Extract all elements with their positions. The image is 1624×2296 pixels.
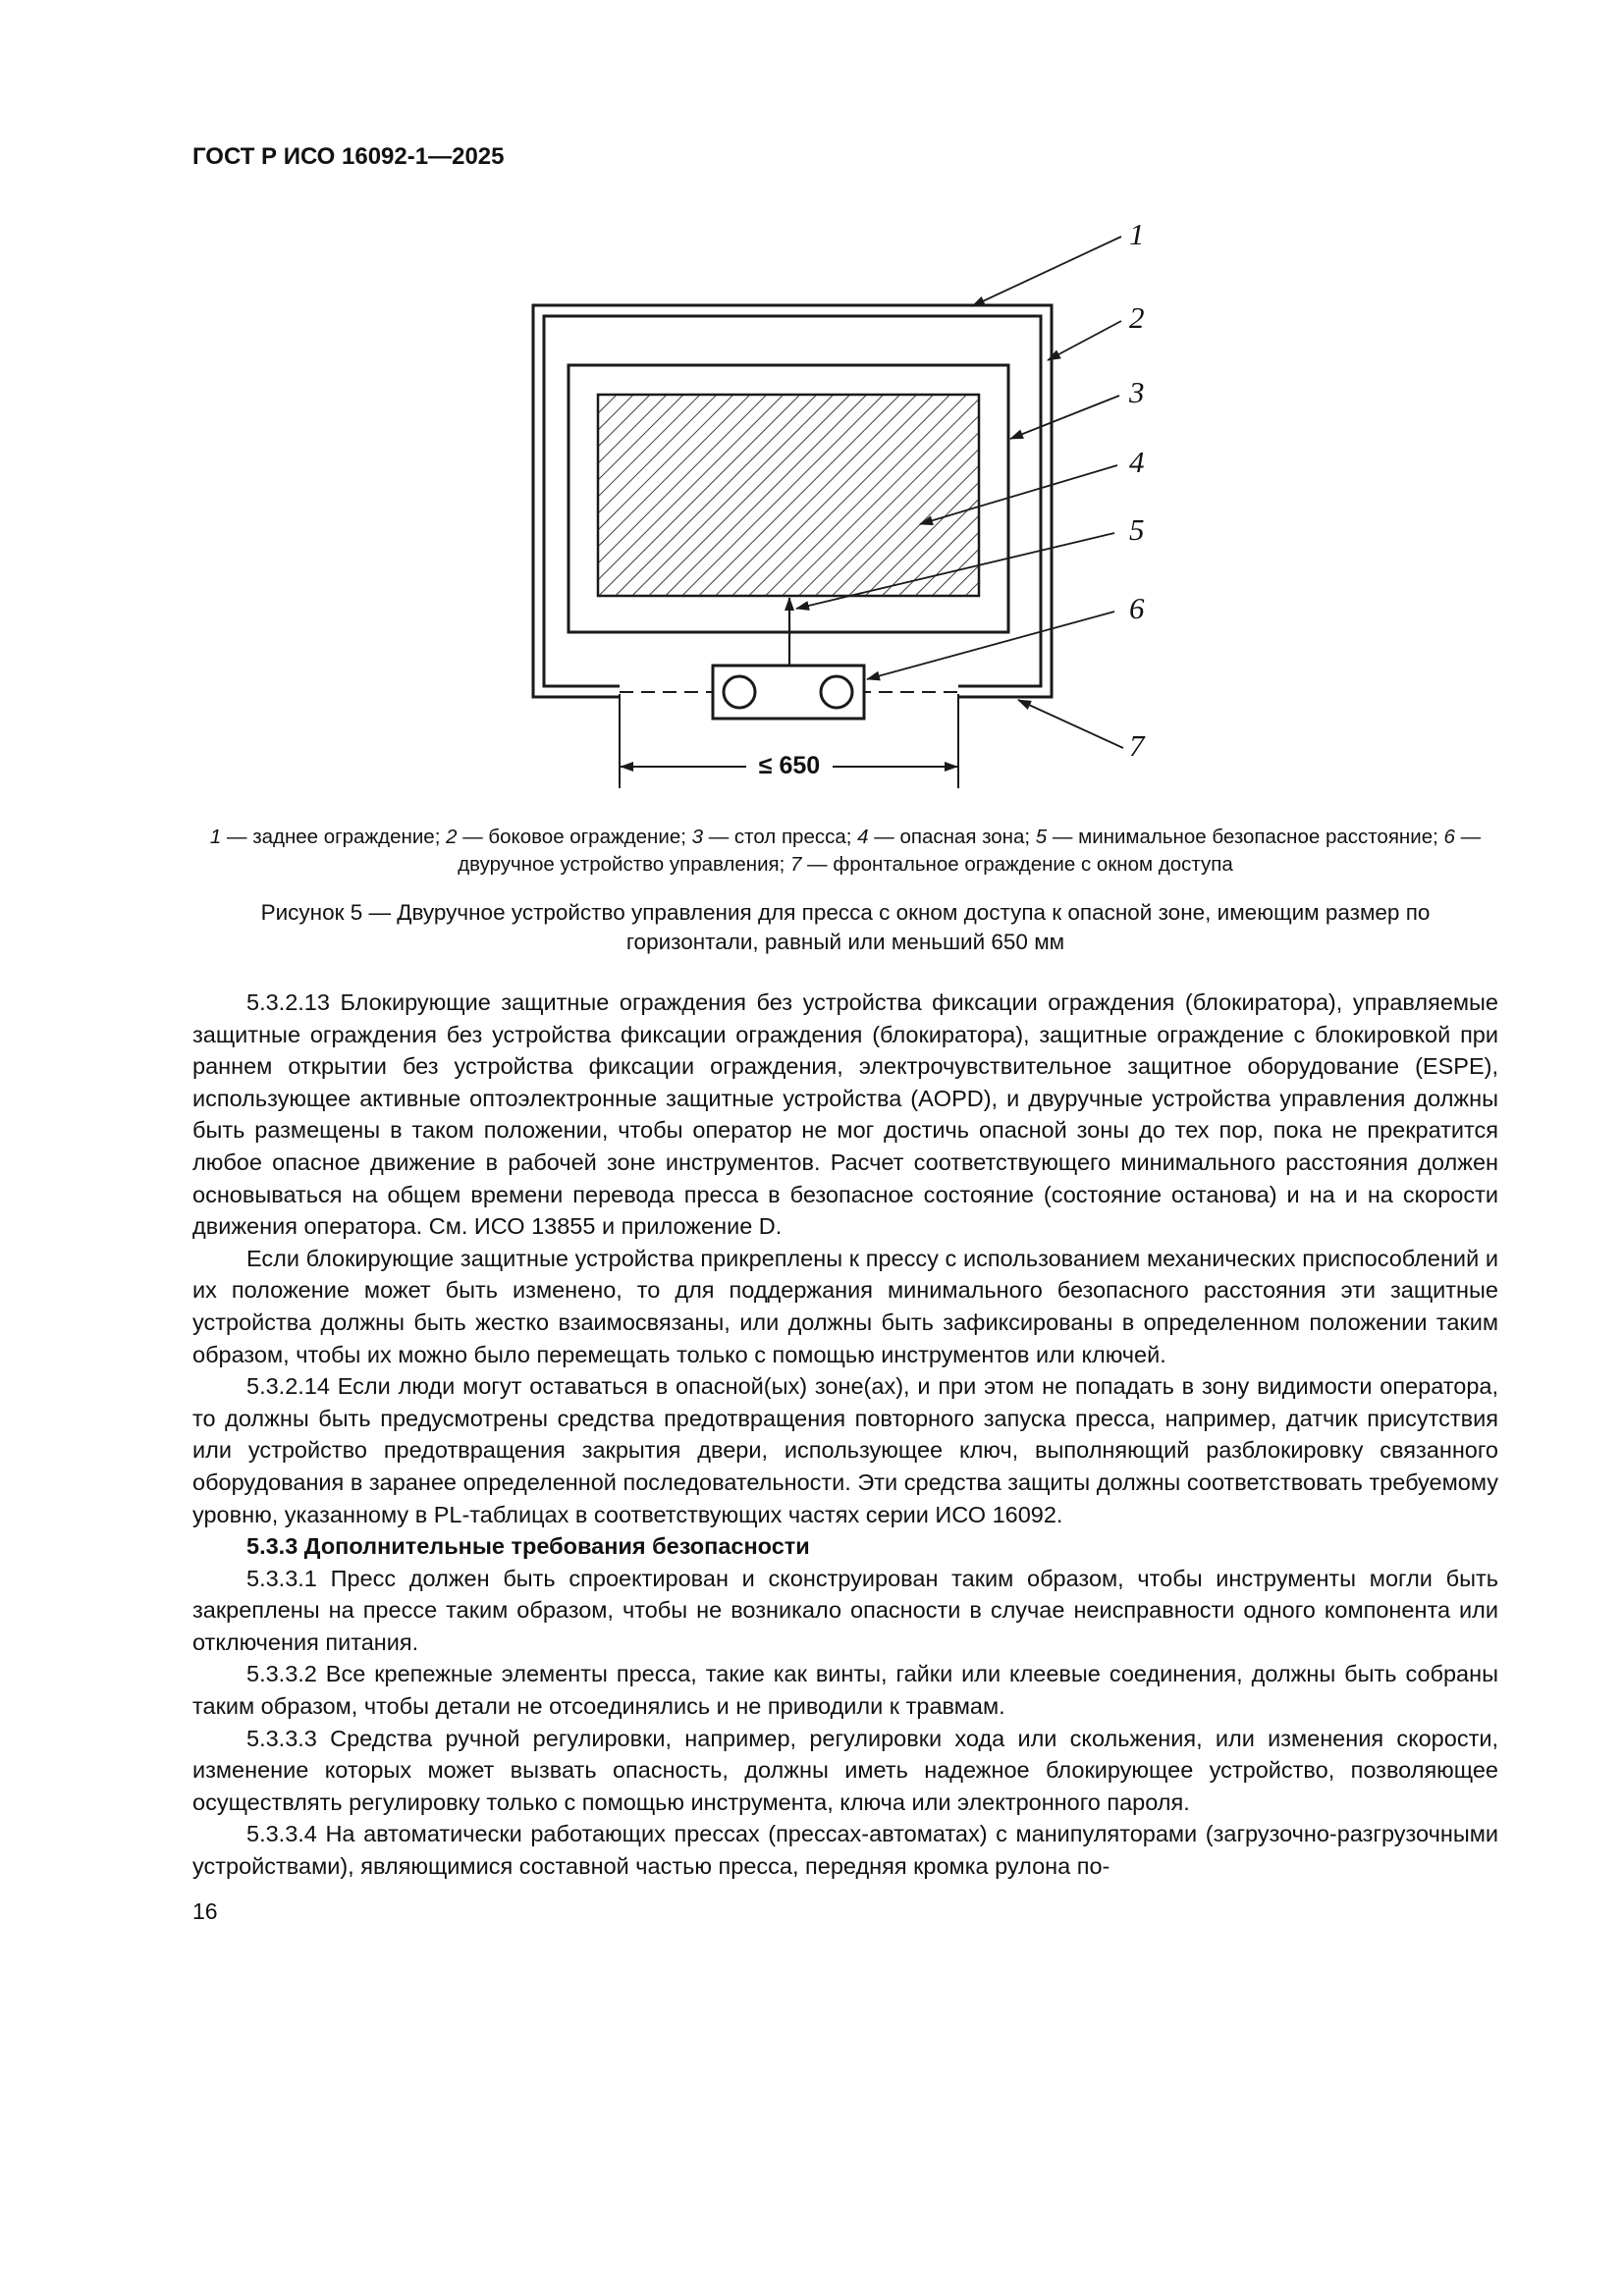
paragraph-5-3-3-2: 5.3.3.2 Все крепежные элементы пресса, такие как винты, гайки или клеевые соединения, должны быть собраны таким образом, чтобы детали не отсоединялись и не приводили к травмам.: [192, 1661, 1498, 1720]
legend-item-label: — двуручное устройство управления;: [458, 826, 1482, 876]
callout-1: 1: [1129, 217, 1145, 251]
leader-line-1: [972, 237, 1121, 306]
legend-item-number: 6: [1443, 826, 1455, 848]
figure-5-diagram: [192, 217, 1498, 812]
legend-item-number: 4: [857, 826, 869, 848]
callout-2: 2: [1129, 300, 1145, 335]
legend-item-number: 5: [1035, 826, 1048, 848]
press-two-hand-control-figure: [511, 217, 1178, 806]
legend-item-label: — фронтальное ограждение с окном доступа: [801, 853, 1233, 876]
paragraph-interlock-devices: Если блокирующие защитные устройства прикреплены к прессу с использованием механических приспособлений и их положение может быть изменено, то для поддержания минимального безопасного расстояния эти защитные устройства должны быть жестко взаимосвязаны, или должны быть зафиксированы в определенном положении таким образом, чтобы их можно было перемещать только с помощью инструментов или ключей.: [192, 1245, 1498, 1367]
leader-line-2: [1048, 321, 1121, 360]
leader-line-7: [1018, 700, 1123, 748]
body-text: [192, 987, 1498, 1883]
paragraph-5-3-2-13: 5.3.2.13 Блокирующие защитные ограждения без устройства фиксации ограждения (блокиратора), управляемые защитные ограждения без устройства фиксации ограждения (блокиратора), защитные ограждение с блокировкой при раннем открытии без устройства фиксации ограждения, электрочувствительное защитное оборудование (ESPE), использующее активные оптоэлектронные защитные устройства (AOPD), и двуручные устройства управления должны быть размещены в таком положении, чтобы оператор не мог достичь опасной зоны до тех пор, пока не прекратится любое опасное движение в рабочей зоне инструментов. Расчет соответствующего минимального расстояния должен основываться на общем времени перевода пресса в безопасное состояние (состояние останова) и на и на скорости движения оператора. См. ИСО 13855 и приложение D.: [192, 989, 1498, 1240]
leader-line-3: [1010, 396, 1119, 439]
callout-4: 4: [1129, 445, 1145, 479]
legend-item: [692, 826, 858, 848]
control-button-left: [724, 676, 755, 708]
callout-5: 5: [1129, 512, 1145, 547]
paragraph-5-3-3-1: 5.3.3.1 Пресс должен быть спроектирован и сконструирован таким образом, чтобы инструменты могли быть закреплены на прессе таким образом, чтобы не возникало опасности в случае неисправности одного компонента или отключения питания.: [192, 1565, 1498, 1655]
paragraph-5-3-3-3: 5.3.3.3 Средства ручной регулировки, например, регулировки хода или скольжения, или изменения скорости, изменение которых может вызвать опасность, должны иметь надежное блокирующее устройство, позволяющее осуществлять регулировку только с помощью инструмента, ключа или электронного пароля.: [192, 1725, 1498, 1815]
legend-item-label: — стол пресса;: [703, 826, 858, 848]
legend-item: [857, 826, 1036, 848]
legend-item-number: 7: [790, 853, 802, 876]
control-button-right: [821, 676, 852, 708]
legend-item: [790, 853, 1233, 876]
legend-item: [210, 826, 446, 848]
dimension-label: ≤ 650: [758, 752, 821, 779]
legend-item-label: — минимальное безопасное расстояние;: [1047, 826, 1444, 848]
callout-6: 6: [1129, 591, 1145, 625]
legend-item-label: — боковое ограждение;: [457, 826, 692, 848]
legend-item-label: — опасная зона;: [868, 826, 1036, 848]
page-number: 16: [192, 1897, 218, 1924]
paragraph-5-3-3-4: 5.3.3.4 На автоматически работающих прессах (прессах-автоматах) с манипуляторами (загрузочно-разгрузочными устройствами), являющимися составной частью пресса, передняя кромка рулона по-: [192, 1821, 1498, 1880]
danger-zone-hatched: [598, 395, 979, 596]
legend-item-label: — заднее ограждение;: [221, 826, 447, 848]
figure-legend: [192, 824, 1498, 879]
legend-item: [446, 826, 692, 848]
paragraph-5-3-2-14: 5.3.2.14 Если люди могут оставаться в опасной(ых) зоне(ах), и при этом не попадать в зону видимости оператора, то должны быть предусмотрены средства предотвращения повторного запуска пресса, например, датчик присутствия или устройство предотвращения закрытия двери, использующее ключ, выполняющий разблокировку связанного оборудования в заранее определенной последовательности. Эти средства защиты должны соответствовать требуемому уровню, указанному в PL-таблицах в соответствующих частях серии ИСО 16092.: [192, 1373, 1498, 1527]
callout-7: 7: [1129, 728, 1145, 763]
legend-item-number: 3: [691, 826, 704, 848]
heading-5-3-3: 5.3.3 Дополнительные требования безопасности: [246, 1533, 810, 1560]
legend-item-number: 1: [209, 826, 222, 848]
callout-3: 3: [1129, 375, 1145, 409]
figure-caption: Рисунок 5 — Двуручное устройство управления для пресса с окном доступа к опасной зоне, имеющим размер по горизонтали, равный или меньший 650 мм: [260, 900, 1431, 954]
running-header: ГОСТ Р ИСО 16092-1—2025: [192, 143, 505, 170]
legend-item: [1036, 826, 1444, 848]
legend-item-number: 2: [446, 826, 458, 848]
